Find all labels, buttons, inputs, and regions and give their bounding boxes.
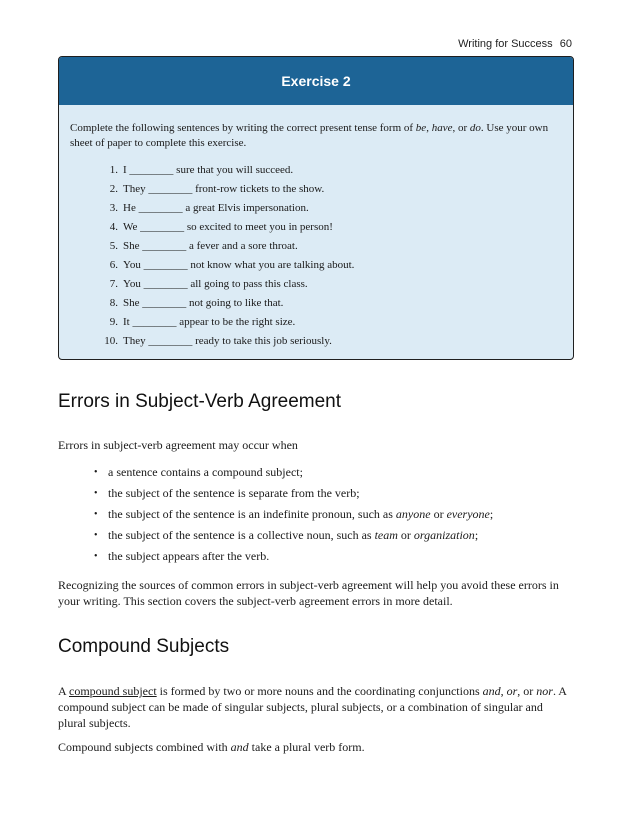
list-item: • a sentence contains a compound subject; <box>58 462 572 483</box>
errors-bullet-list <box>58 462 572 567</box>
exercise-item: 2. They ________ front-row tickets to the show. <box>109 183 325 195</box>
list-item: • the subject of the sentence is separate from the verb; <box>58 483 572 504</box>
errors-intro: Errors in subject-verb agreement may occur when <box>58 438 298 452</box>
compound-definition-paragraph: A compound subject is formed by two or more nouns and the coordinating conjunctions and, or, or nor. A compound subject can be made of singular subjects, plural subjects, or a combination of singular and plural subjects. <box>58 684 567 730</box>
bullet-icon: • <box>94 467 98 478</box>
page-number: 60 <box>559 38 572 50</box>
list-item: • the subject of the sentence is a collective noun, such as team or organization; <box>58 525 572 546</box>
exercise-item: 5. She ________ a fever and a sore throat. <box>109 240 298 252</box>
running-header-title: Writing for Success <box>458 38 553 50</box>
exercise-box <box>58 56 574 360</box>
exercise-item: 4. We ________ so excited to meet you in person! <box>109 221 333 233</box>
exercise-item: 8. She ________ not going to like that. <box>109 297 284 309</box>
bullet-icon: • <box>94 488 98 499</box>
exercise-instructions: Complete the following sentences by writing the correct present tense form of be, have, or do. Use your own sheet of paper to complete this exercise. <box>70 122 549 149</box>
compound-subject-term-link[interactable]: compound subject <box>69 684 157 698</box>
list-item: • the subject of the sentence is an indefinite pronoun, such as anyone or everyone; <box>58 504 572 525</box>
running-header <box>458 38 572 50</box>
list-item: • the subject appears after the verb. <box>58 546 572 567</box>
bullet-icon: • <box>94 530 98 541</box>
bullet-icon: • <box>94 509 98 520</box>
exercise-list <box>59 161 573 351</box>
exercise-item: 6. You ________ not know what you are talking about. <box>109 259 355 271</box>
exercise-item: 7. You ________ all going to pass this class. <box>109 278 308 290</box>
compound-rule-paragraph: Compound subjects combined with and take a plural verb form. <box>58 740 365 754</box>
errors-closing-paragraph: Recognizing the sources of common errors in subject-verb agreement will help you avoid these errors in your writing. This section covers the subject-verb agreement errors in more detail. <box>58 578 559 608</box>
bullet-icon: • <box>94 551 98 562</box>
exercise-item: 1. I ________ sure that you will succeed. <box>109 164 294 176</box>
exercise-item: 3. He ________ a great Elvis impersonation. <box>109 202 309 214</box>
section-heading-errors: Errors in Subject-Verb Agreement <box>58 391 342 412</box>
exercise-title: Exercise 2 <box>281 73 351 89</box>
exercise-header <box>59 57 573 105</box>
exercise-item: 10. They ________ ready to take this job seriously. <box>104 335 332 347</box>
exercise-item: 9. It ________ appear to be the right size. <box>109 316 296 328</box>
section-heading-compound: Compound Subjects <box>58 636 230 657</box>
